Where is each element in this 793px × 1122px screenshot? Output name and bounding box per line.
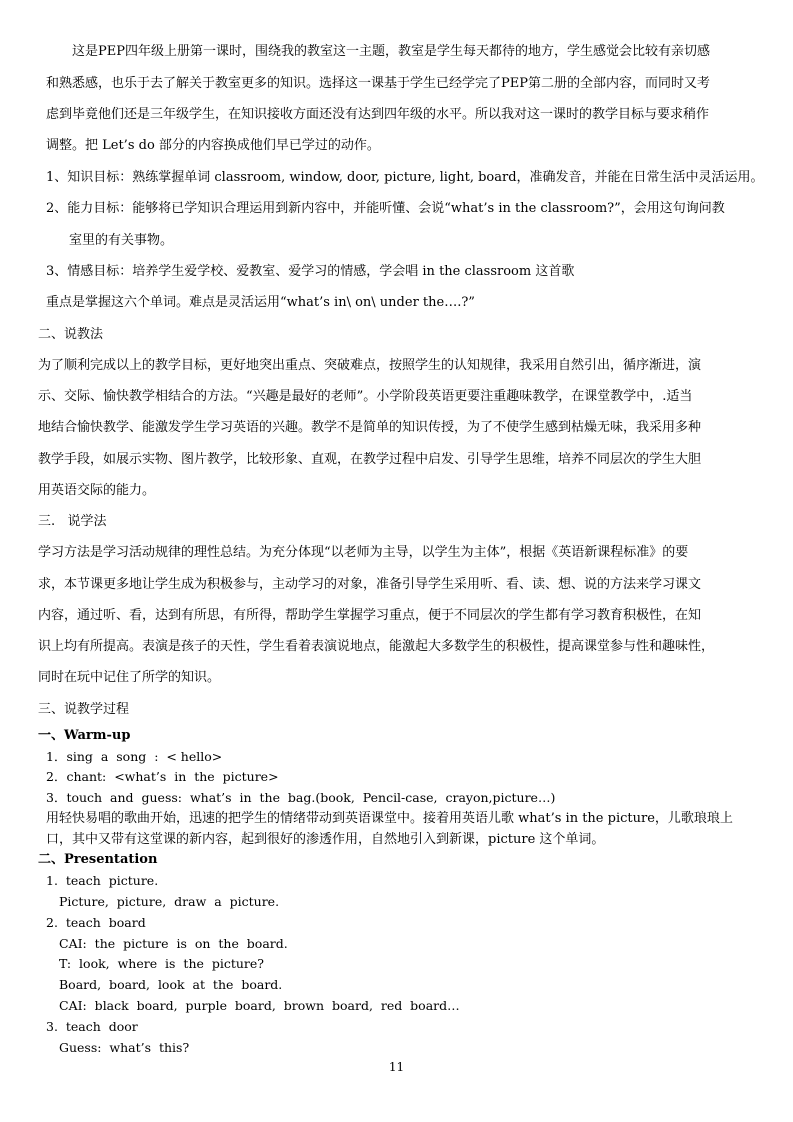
presentation-line-5: T: look, where is the picture? (59, 956, 264, 971)
goal-knowledge: 1、知识目标：熟练掌握单词 classroom, window, door, picture, light, board，准确发音，并能在日常生活中灵活运用。 (46, 170, 764, 185)
warmup-item-2: 2．chant: <what’s in the picture> (46, 769, 279, 784)
teaching-method-line-3: 地结合愉快教学、能激发学生学习英语的兴趣。教学不是简单的知识传授，为了不使学生感到枯燥无味，我采用多种 (38, 420, 702, 435)
heading-teaching-method: 二、说教法 (38, 327, 104, 342)
goal-emotion: 3、情感目标：培养学生爱学校、爱教室、爱学习的情感，学会唱 in the classroom 这首歌 (46, 264, 575, 279)
learning-method-line-2: 求，本节课更多地让学生成为积极参与，主动学习的对象，准备引导学生采用听、看、读、想、说的方法来学习课文 (38, 577, 702, 592)
warmup-item-3: 3．touch and guess: what’s in the bag.(book, Pencil-case, crayon,picture…) (46, 790, 556, 805)
intro-line-4: 调整。把 Let’s do 部分的内容换成他们早已学过的动作。 (46, 138, 380, 153)
learning-method-line-1: 学习方法是学习活动规律的理性总结。为充分体现“以老师为主导，以学生为主体”，根据《英语新课程标准》的要 (38, 545, 689, 560)
teaching-method-line-4: 教学手段，如展示实物、图片教学，比较形象、直观，在教学过程中启发、引导学生思维，培养不同层次的学生大胆 (38, 452, 702, 467)
heading-learning-method: 三. 说学法 (38, 514, 107, 529)
page-number: 11 (388, 1060, 405, 1074)
intro-line-3: 虑到毕竟他们还是三年级学生，在知识接收方面还没有达到四年级的水平。所以我对这一课时的教学目标与要求稍作 (46, 107, 710, 122)
teaching-method-line-1: 为了顺利完成以上的教学目标，更好地突出重点、突破难点，按照学生的认知规律，我采用自然引出，循序渐进，演 (38, 358, 702, 373)
presentation-line-3: 2. teach board (46, 915, 146, 930)
learning-method-line-3: 内容，通过听、看，达到有所思，有所得，帮助学生掌握学习重点，便于不同层次的学生都有学习教育积极性，在知 (38, 608, 702, 623)
heading-presentation: 二、Presentation (38, 852, 158, 867)
intro-line-1: 这是PEP四年级上册第一课时，围绕我的教室这一主题，教室是学生每天都待的地方，学生感觉会比较有亲切感 (72, 44, 710, 59)
warmup-item-1: 1．sing a song : < hello> (46, 749, 223, 764)
presentation-line-7: CAI: black board, purple board, brown board, red board… (59, 998, 460, 1013)
goal-ability-line-1: 2、能力目标：能够将已学知识合理运用到新内容中，并能听懂、会说“what’s in the classroom?”，会用这句询问教 (46, 201, 725, 216)
teaching-method-line-2: 示、交际、愉快教学相结合的方法。“兴趣是最好的老师”。小学阶段英语更要注重趣味教学，在课堂教学中，.适当 (38, 389, 693, 404)
presentation-line-1: 1. teach picture. (46, 873, 159, 888)
heading-warmup: 一、Warm-up (38, 728, 131, 743)
presentation-line-4: CAI: the picture is on the board. (59, 936, 288, 951)
warmup-note-line-1: 用轻快易唱的歌曲开始，迅速的把学生的情绪带动到英语课堂中。接着用英语儿歌 what’s in the picture，儿歌琅琅上 (46, 811, 733, 826)
teaching-method-line-5: 用英语交际的能力。 (38, 483, 156, 498)
presentation-line-6: Board, board, look at the board. (59, 977, 283, 992)
focus-difficulty: 重点是掌握这六个单词。难点是灵活运用“what’s in\ on\ under the….?” (46, 295, 475, 310)
presentation-line-9: Guess: what’s this? (59, 1040, 190, 1055)
heading-teaching-process: 三、说教学过程 (38, 702, 130, 717)
presentation-line-2: Picture, picture, draw a picture. (59, 894, 280, 909)
warmup-note-line-2: 口，其中又带有这堂课的新内容，起到很好的渗透作用，自然地引入到新课，picture 这个单词。 (46, 832, 605, 847)
presentation-line-8: 3. teach door (46, 1019, 138, 1034)
intro-line-2: 和熟悉感，也乐于去了解关于教室更多的知识。选择这一课基于学生已经学完了PEP第二册的全部内容，而同时又考 (46, 76, 710, 91)
learning-method-line-5: 同时在玩中记住了所学的知识。 (38, 670, 221, 685)
goal-ability-line-2: 室里的有关事物。 (69, 233, 174, 248)
learning-method-line-4: 识上均有所提高。表演是孩子的天性，学生看着表演说地点，能激起大多数学生的积极性，提高课堂参与性和趣味性， (38, 639, 715, 654)
